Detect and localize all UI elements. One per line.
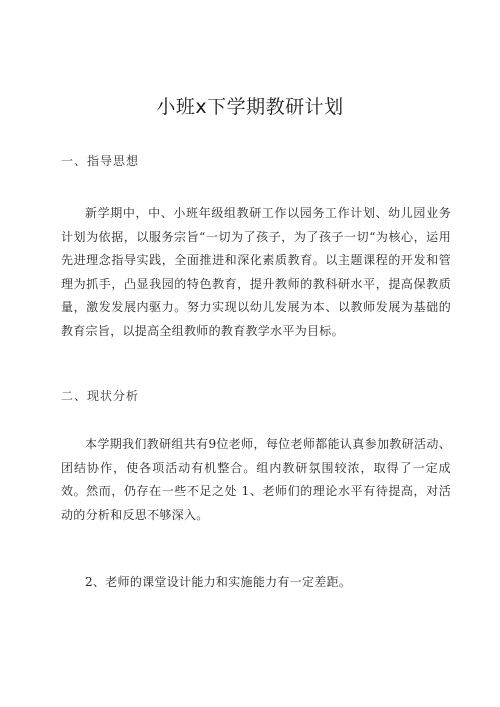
section-heading-guiding-thought: 一、指导思想 bbox=[61, 154, 140, 168]
section-paragraph-guiding-thought: 新学期中，中、小班年级组教研工作以园务工作计划、幼儿园业务计划为依据，以服务宗旨“一切为了孩子，为了孩子一切“为核心，运用先进理念指导实践，全面推进和深化素质教育。以主题课程的开发和管理为抓手，凸显我园的特色教育，提升教师的教科研水平，提高保教质量，激发发展内驱力。努力实现以幼儿发展为本、以教师发展为基础的教育宗旨，以提高全组教师的教育教学水平为目标。 bbox=[61, 206, 451, 338]
list-item-2: 2、老师的课堂设计能力和实施能力有一定差距。 bbox=[85, 575, 352, 589]
section-paragraph-status-analysis: 本学期我们教研组共有9位老师，每位老师都能认真参加教研活动、团结协作，使各项活动有机整合。组内教研氛围较浓，取得了一定成效。然而，仍存在一些不足之处 1、老师们的理论水平有待提高，对活动的分析和反思不够深入。 bbox=[61, 437, 451, 522]
document-title: 小班x下学期教研计划 bbox=[156, 96, 344, 118]
section-heading-status-analysis: 二、现状分析 bbox=[61, 389, 140, 403]
